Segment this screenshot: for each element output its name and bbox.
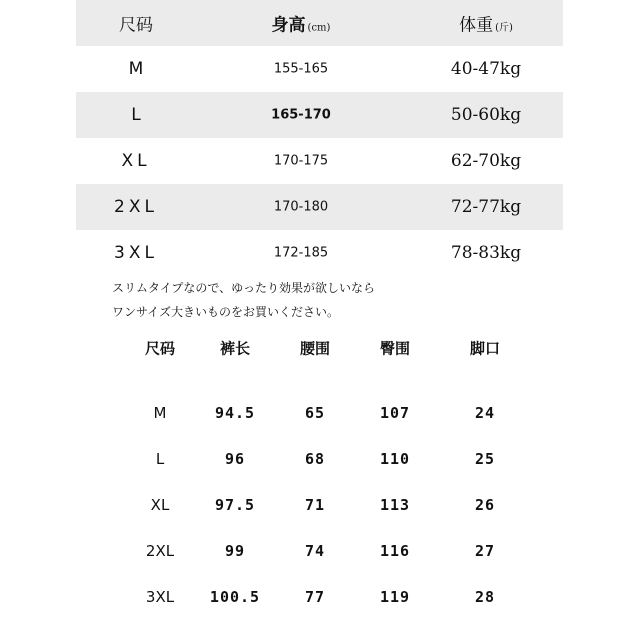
hem-cell: 24 [474,404,496,422]
header-spacer [100,366,540,390]
height-cell: 170-175 [273,153,329,169]
hem-cell: 26 [474,496,496,514]
weight-unit: (斤) [495,22,513,34]
height-cell: 155-165 [273,61,329,77]
size-header: 尺码 [144,339,175,358]
weight-cell: 62-70kg [450,151,522,171]
table-row [76,46,563,92]
hem-cell: 28 [474,588,496,606]
size-cell: 3XL [145,588,175,606]
size-cell: XL [150,496,170,514]
weight-cell: 50-60kg [450,105,522,125]
waist-header: 腰围 [299,339,330,358]
height-cell: 170-180 [273,199,329,215]
hip-cell: 116 [379,542,411,560]
table-header-row [76,0,563,46]
weight-header-label: 体重 [459,15,494,36]
weight-cell: 78-83kg [450,243,522,263]
note-line: スリムタイプなので、ゆったり効果が欲しいなら [112,281,376,295]
hem-cell: 25 [474,450,496,468]
height-header [226,11,376,36]
size-cell: M [153,404,167,422]
hem-header: 脚口 [469,339,500,358]
height-header-label: 身高 [271,15,306,36]
size-cell: 2XL [114,197,158,217]
height-cell: 165-170 [271,107,331,123]
weight-cell: 40-47kg [450,59,522,79]
length-cell: 99 [224,542,246,560]
hip-header: 臀围 [379,339,410,358]
waist-cell: 77 [304,588,326,606]
body-size-table [76,0,563,276]
weight-cell: 72-77kg [450,197,522,217]
size-cell: L [155,450,165,468]
hip-cell: 119 [379,588,411,606]
hip-cell: 110 [379,450,411,468]
waist-cell: 65 [304,404,326,422]
hem-cell: 27 [474,542,496,560]
table-row [76,184,563,230]
hip-cell: 113 [379,496,411,514]
garment-size-table [100,330,540,620]
waist-cell: 74 [304,542,326,560]
height-cell: 172-185 [273,245,329,261]
size-cell: XL [121,151,151,171]
size-note [112,276,375,324]
length-header: 裤长 [219,339,250,358]
table-row [76,92,563,138]
size-cell: M [128,59,144,79]
table-row [76,230,563,276]
height-unit: (cm) [307,22,331,34]
table-header-row [100,330,540,366]
table-row [76,138,563,184]
length-cell: 94.5 [214,404,256,422]
hip-cell: 107 [379,404,411,422]
table-row [100,528,540,574]
table-row [100,436,540,482]
table-row [100,482,540,528]
size-cell: 2XL [145,542,175,560]
note-line: ワンサイズ大きいものをお買いください。 [112,305,340,319]
length-cell: 96 [224,450,246,468]
length-cell: 97.5 [214,496,256,514]
table-row [100,574,540,620]
length-cell: 100.5 [209,588,261,606]
size-cell: 3XL [114,243,158,263]
waist-cell: 68 [304,450,326,468]
waist-cell: 71 [304,496,326,514]
weight-header [416,11,556,36]
table-row [100,390,540,436]
size-header: 尺码 [119,15,153,36]
size-cell: L [131,105,141,125]
